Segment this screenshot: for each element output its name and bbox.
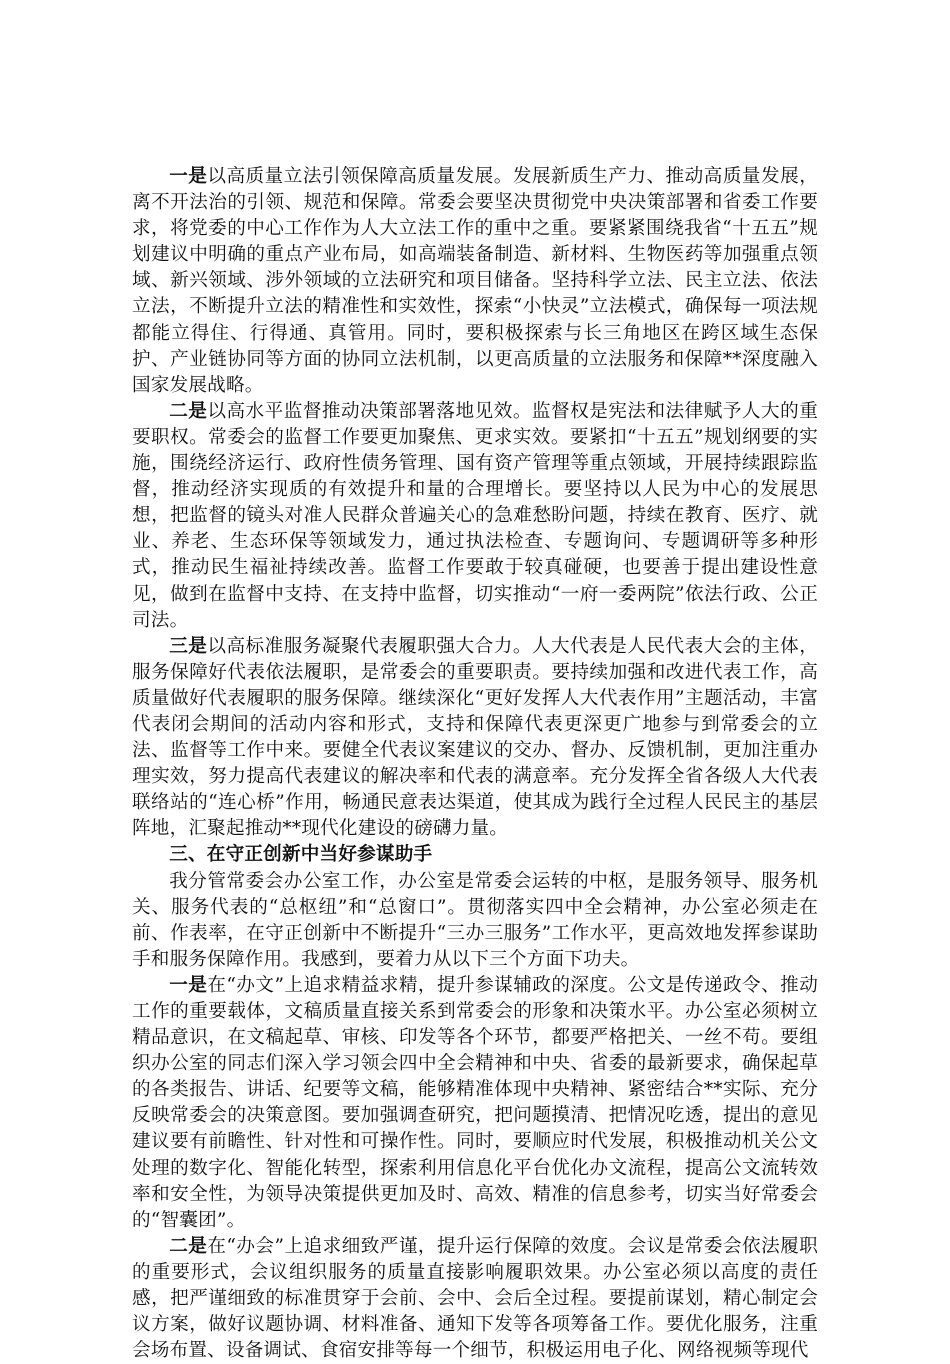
paragraph-lead: 二是 bbox=[169, 1235, 208, 1257]
paragraph-office-intro bbox=[132, 869, 818, 973]
paragraph-text: 以高水平监督推动决策部署落地见效。监督权是宪法和法律赋予人大的重要职权。常委会的监督工作要更加聚焦、更求实效。要紧扣“十五五”规划纲要的实施，围绕经济运行、政府性债务管理、国有资产管理等重点领域，开展持续跟踪监督，推动经济实现质的有效提升和量的合理增长。要坚持以人民为中心的发展思想，把监督的镜头对准人民群众普遍关心的急难愁盼问题，持续在教育、医疗、就业、养老、生态环保等领域发力，通过执法检查、专题询问、专题调研等多种形式，推动民生福祉持续改善。监督工作要敢于较真碰硬，也要善于提出建设性意见，做到在监督中支持、在支持中监督，切实推动“一府一委两院”依法行政、公正司法。 bbox=[132, 400, 818, 631]
paragraph-text: 在“办文”上追求精益求精，提升参谋辅政的深度。公文是传递政令、推动工作的重要载体，文稿质量直接关系到常委会的形象和决策水平。办公室必须树立精品意识，在文稿起草、审核、印发等各个环节，都要严格把关、一丝不苟。要组织办公室的同志们深入学习领会四中全会精神和中央、省委的最新要求，确保起草的各类报告、讲话、纪要等文稿，能够精准体现中央精神、紧密结合**实际、充分反映常委会的决策意图。要加强调查研究，把问题摸清、把情况吃透，提出的意见建议要有前瞻性、针对性和可操作性。同时，要顺应时代发展，积极推动机关公文处理的数字化、智能化转型，探索利用信息化平台优化办文流程，提高公文流转效率和安全性，为领导决策提供更加及时、高效、精准的信息参考，切实当好常委会的“智囊团”。 bbox=[132, 974, 818, 1231]
paragraph-text: 以高标准服务凝聚代表履职强大合力。人大代表是人民代表大会的主体，服务保障好代表依法履职，是常委会的重要职责。要持续加强和改进代表工作，高质量做好代表履职的服务保障。继续深化“更好发挥人大代表作用”主题活动，丰富代表闭会期间的活动内容和形式，支持和保障代表更深更广地参与到常委会的立法、监督等工作中来。要健全代表议案建议的交办、督办、反馈机制，更加注重办理实效，努力提高代表建议的解决率和代表的满意率。充分发挥全省各级人大代表联络站的“连心桥”作用，畅通民意表达渠道，使其成为践行全过程人民民主的基层阵地，汇聚起推动**现代化建设的磅礴力量。 bbox=[132, 635, 818, 840]
paragraph-supervision bbox=[132, 399, 818, 634]
paragraph-meetings bbox=[132, 1234, 818, 1364]
section-heading bbox=[132, 842, 818, 868]
paragraph-lead: 三是 bbox=[169, 635, 208, 657]
paragraph-text: 我分管常委会办公室工作，办公室是常委会运转的中枢，是服务领导、服务机关、服务代表的“总枢纽”和“总窗口”。贯彻落实四中全会精神，办公室必须走在前、作表率，在守正创新中不断提升“三办三服务”工作水平，更高效地发挥参谋助手和服务保障作用。我感到，要着力从以下三个方面下功夫。 bbox=[132, 870, 818, 970]
paragraph-deputies bbox=[132, 634, 818, 843]
section-heading-text: 三、在守正创新中当好参谋助手 bbox=[169, 844, 433, 866]
paragraph-legislation bbox=[132, 164, 818, 399]
paragraph-text: 以高质量立法引领保障高质量发展。发展新质生产力、推动高质量发展，离不开法治的引领、规范和保障。常委会要坚决贯彻党中央决策部署和省委工作要求，将党委的中心工作作为人大立法工作的重中之重。要紧紧围绕我省“十五五”规划建议中明确的重点产业布局，如高端装备制造、新材料、生物医药等加强重点领域、新兴领域、涉外领域的立法研究和项目储备。坚持科学立法、民主立法、依法立法，不断提升立法的精准性和实效性，探索“小快灵”立法模式，确保每一项法规都能立得住、行得通、真管用。同时，要积极探索与长三角地区在跨区域生态保护、产业链协同等方面的协同立法机制，以更高质量的立法服务和保障**深度融入国家发展战略。 bbox=[132, 166, 818, 396]
paragraph-lead: 一是 bbox=[169, 974, 208, 996]
paragraph-lead: 一是 bbox=[169, 166, 208, 187]
paragraph-lead: 二是 bbox=[169, 400, 208, 422]
paragraph-text: 在“办会”上追求细致严谨，提升运行保障的效度。会议是常委会依法履职的重要形式，会议组织服务的质量直接影响履职效果。办公室必须以高度的责任感，把严谨细致的标准贯穿于会前、会中、会后全过程。要提前谋划，精心制定会议方案，做好议题协调、材料准备、通知下发等各项筹备工作。要优化服务，注重会场布置、设备调试、食宿安排等每一个细节，积极运用电子化、网络视频等现代 bbox=[132, 1235, 818, 1362]
paragraph-documents bbox=[132, 973, 818, 1234]
document-body bbox=[132, 164, 818, 1364]
